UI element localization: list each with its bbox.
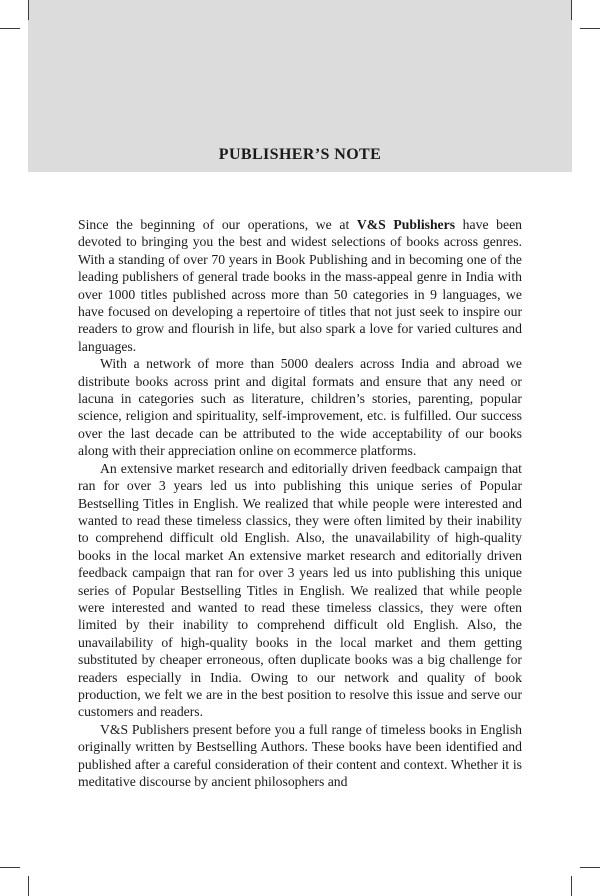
crop-mark-top-left-h (0, 28, 20, 29)
crop-mark-top-right-h (580, 28, 600, 29)
page-title: PUBLISHER’S NOTE (218, 146, 382, 163)
crop-mark-top-left-v (28, 0, 29, 20)
paragraph-4: V&S Publishers present before you a full range of timeless books in English originally written by Bestselling Authors. These books have been identified and published after a careful consideration of their content and context. Whether it is meditative discourse by ancient philosophers and (78, 721, 522, 789)
crop-mark-bottom-left-v (28, 876, 29, 896)
crop-mark-bottom-left-h (0, 867, 20, 868)
paragraph-1-rest: have been devoted to bringing you the best and widest selections of books across genres. With a standing of over 70 years in Book Publishing and in becoming one of the leading publishers of general trade books in the mass-appeal genre in India with over 1000 titles published across more than 50 categories in 9 languages, we have focused on developing a repertoire of titles that not just seek to inspire our readers to grow and flourish in life, but also spark a love for varied cultures and languages. (78, 217, 522, 354)
paragraph-3: An extensive market research and editorially driven feedback campaign that ran for over 3 years led us into publishing this unique series of Popular Bestselling Titles in English. We realized that while people were interested and wanted to read these timeless classics, they were often limited by their inability to comprehend difficult old English. Also, the unavailability of high-quality books in the local market An extensive market research and editorially driven feedback campaign that ran for over 3 years led us into publishing this unique series of Popular Bestselling Titles in English. We realized that while people were interested and wanted to read these timeless classics, they were often limited by their inability to comprehend difficult old English. Also, the unavailability of high-quality books in the local market and them getting substituted by cheaper erroneous, often duplicate books was a big challenge for readers especially in India. Owing to our network and quality of book production, we felt we are in the best position to resolve this issue and serve our customers and readers. (78, 460, 522, 720)
publisher-name: V&S Publishers (356, 217, 456, 232)
paragraph-1-intro: Since the beginning of our operations, we at (78, 217, 357, 232)
paragraph-1 (78, 216, 522, 355)
crop-mark-bottom-right-v (571, 876, 572, 896)
body-text (78, 216, 522, 790)
paragraph-2: With a network of more than 5000 dealers across India and abroad we distribute books across print and digital formats and ensure that any need or lacuna in categories such as literature, children’s stories, parenting, popular science, religion and spirituality, self-improvement, etc. is fulfilled. Our success over the last decade can be attributed to the wide acceptability of our books along with their appreciation online on ecommerce platforms. (78, 356, 522, 459)
crop-mark-top-right-v (571, 0, 572, 20)
crop-mark-bottom-right-h (580, 867, 600, 868)
